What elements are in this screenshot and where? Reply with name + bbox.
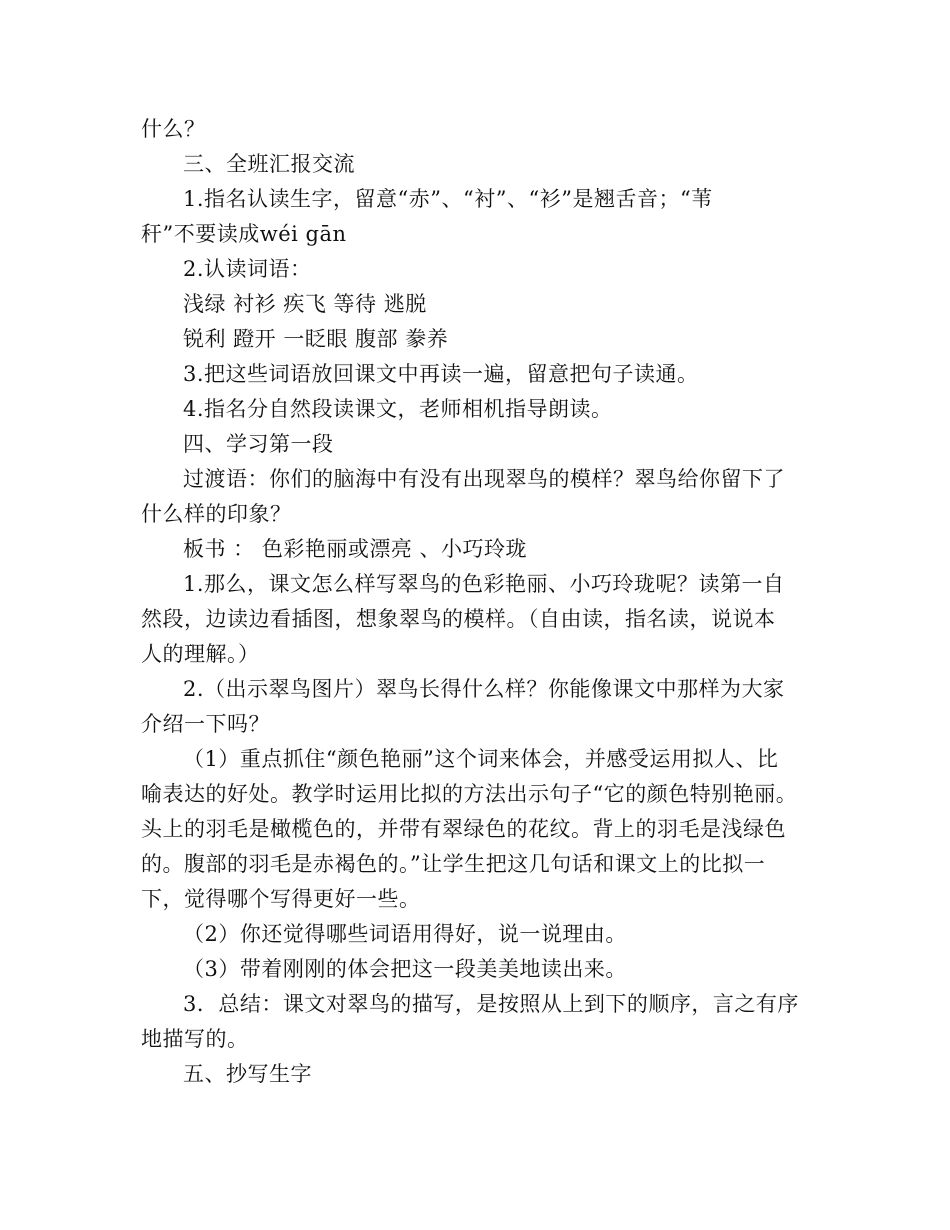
- text-line: （1）重点抓住“颜色艳丽”这个词来体会，并感受运用拟人、比: [183, 747, 779, 771]
- section-heading: 五、抄写生字: [183, 1062, 312, 1086]
- text-line: 2.（出示翠鸟图片）翠鸟长得什么样？你能像课文中那样为大家: [183, 677, 785, 701]
- vocabulary-line: 锐利 蹬开 一眨眼 腹部 豢养: [183, 327, 449, 351]
- board-writing-line: 板书 ： 色彩艳丽或漂亮 、小巧玲珑: [183, 537, 528, 561]
- text-line: 1.那么，课文怎么样写翠鸟的色彩艳丽、小巧玲珑呢？读第一自: [183, 572, 785, 596]
- text-line: 然段，边读边看插图，想象翠鸟的模样。（自由读，指名读，说说本: [141, 607, 776, 631]
- text-line: 下，觉得哪个写得更好一些。: [141, 887, 421, 911]
- text-line: 的。腹部的羽毛是赤褐色的。”让学生把这几句话和课文上的比拟一: [141, 852, 766, 876]
- text-line: （3）带着刚刚的体会把这一段美美地读出来。: [183, 957, 627, 981]
- section-heading: 四、学习第一段: [183, 432, 334, 456]
- vocabulary-line: 浅绿 衬衫 疾飞 等待 逃脱: [183, 292, 427, 316]
- text-line: 1.指名认读生字，留意“赤”、“衬”、“衫”是翘舌音；“苇: [183, 187, 713, 211]
- text-line: 什么？: [141, 117, 206, 141]
- text-line: （2）你还觉得哪些词语用得好，说一说理由。: [183, 922, 627, 946]
- text-line: 过渡语：你们的脑海中有没有出现翠鸟的模样？翠鸟给你留下了: [183, 467, 785, 491]
- text-line: 秆”不要读成wéi gān: [141, 222, 347, 246]
- text-line: 地描写的。: [141, 1027, 249, 1051]
- text-line: 3.把这些词语放回课文中再读一遍，留意把句子读通。: [183, 362, 699, 386]
- text-line: 喻表达的好处。教学时运用比拟的方法出示句子“它的颜色特别艳丽。: [141, 782, 798, 806]
- text-line: 头上的羽毛是橄榄色的，并带有翠绿色的花纹。背上的羽毛是浅绿色: [141, 817, 786, 841]
- text-line: 3．总结：课文对翠鸟的描写，是按照从上到下的顺序，言之有序: [183, 992, 799, 1016]
- text-line: 人的理解。）: [141, 642, 260, 666]
- text-line: 什么样的印象？: [141, 502, 292, 526]
- text-line: 2.认读词语：: [183, 257, 312, 281]
- section-heading: 三、全班汇报交流: [183, 152, 355, 176]
- text-line: 介绍一下吗？: [141, 712, 270, 736]
- text-line: 4.指名分自然段读课文，老师相机指导朗读。: [183, 397, 613, 421]
